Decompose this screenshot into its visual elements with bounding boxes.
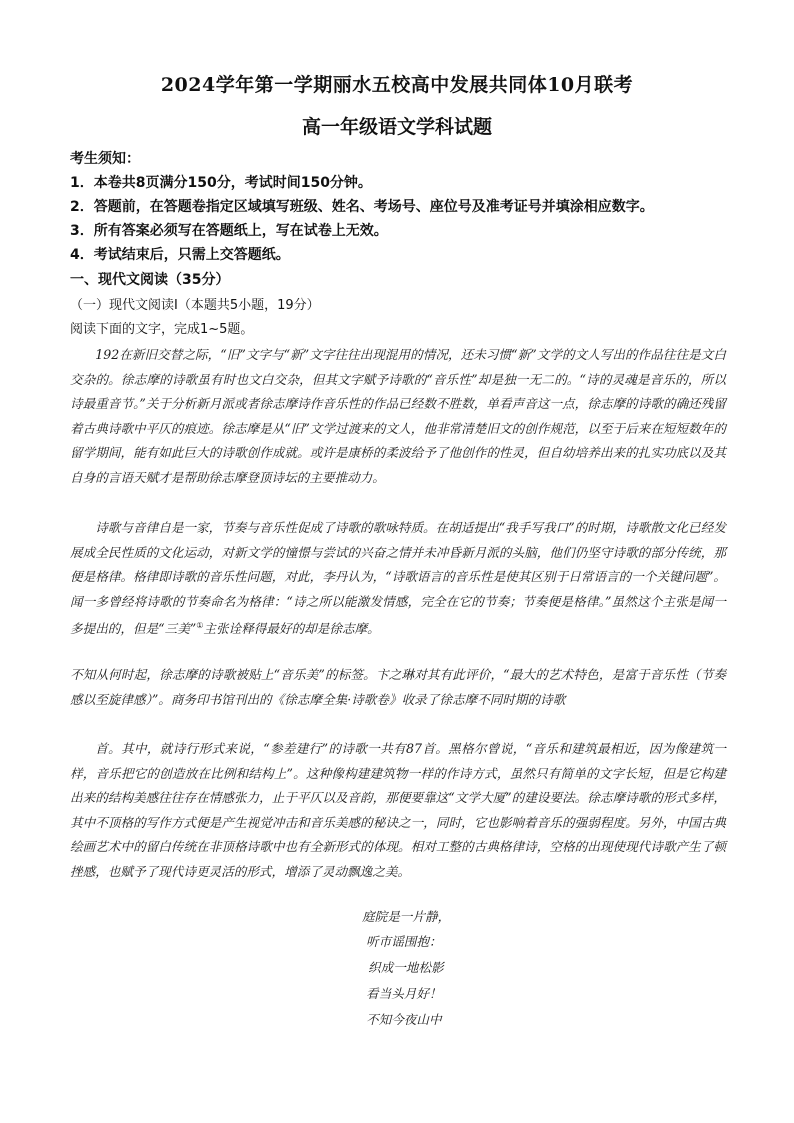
poem-line-2: 听市谣围抱： xyxy=(366,934,442,949)
exam-subtitle: 高一年级语文学科试题 xyxy=(301,116,492,138)
sub-section-heading: （一）现代文阅读Ⅰ（本题共5小题，19分） xyxy=(70,298,320,313)
footnote-marker: ① xyxy=(196,621,204,631)
section-heading: 一、现代文阅读（35分） xyxy=(70,272,230,288)
passage-paragraph-1: 192在新旧交替之际，“旧”文字与“新”文字往往出现混用的情况，还未习惯“新”文学的文人写出的作品往往是文白交杂的。徐志摩的诗歌虽有时也文白交杂，但其文字赋予诗歌的“音乐性”却是独一无二的。“诗的灵魂是音乐的，所以诗最重音节。”关于分析新月派或者徐志摩诗作音乐性的作品已经数不胜数，单看声音这一点，徐志摩的诗歌的确还残留着古典诗歌中平仄的痕迹。徐志摩是从“旧”文学过渡来的文人，他非常清楚旧文的创作规范，以至于后来在短短数年的留学期间，能有如此巨大的诗歌创作成就。或许是康桥的柔波给予了他创作的性灵，但自幼培养出来的扎实功底以及其自身的言语天赋才是帮助徐志摩登顶诗坛的主要推动力。 xyxy=(70,347,726,485)
reading-instruction: 阅读下面的文字，完成1~5题。 xyxy=(70,322,254,337)
poem-line-5: 不知今夜山中 xyxy=(366,1012,442,1027)
passage-paragraph-3: 不知从何时起，徐志摩的诗歌被贴上“音乐美”的标签。卞之琳对其有此评价，“最大的艺术特色，是富于音乐性（节奏感以至旋律感）”。商务印书馆刊出的《徐志摩全集·诗歌卷》收录了徐志摩不同时期的诗歌 xyxy=(70,667,726,707)
passage-paragraph-4: 首。其中，就诗行形式来说，“参差建行”的诗歌一共有87首。黑格尔曾说，“音乐和建筑最相近，因为像建筑一样，音乐把它的创造放在比例和结构上”。这种像构建建筑物一样的作诗方式，虽然只有简单的文字长短，但是它构建出来的结构美感往往存在情感张力，止于平仄以及音韵，那便要靠这“文学大厦”的建设要法。徐志摩诗歌的形式多样，其中不顶格的写作方式便是产生视觉冲击和音乐美感的秘诀之一，同时，它也影响着音乐的强弱程度。另外，中国古典绘画艺术中的留白传统在非顶格诗歌中也有全新形式的体现。相对工整的古典格律诗，空格的出现使现代诗歌产生了顿挫感，也赋予了现代诗更灵活的形式，增添了灵动飘逸之美。 xyxy=(70,741,726,879)
poem-line-3: 织成一地松影 xyxy=(368,960,444,975)
notice-item-4: 4．考试结束后，只需上交答题纸。 xyxy=(70,247,290,263)
passage-paragraph-2-tail: 主张诠释得最好的却是徐志摩。 xyxy=(203,621,380,637)
passage-paragraph-2 xyxy=(70,516,726,642)
poem-line-1: 庭院是一片静， xyxy=(362,909,451,924)
exam-title: 2024学年第一学期丽水五校高中发展共同体10月联考 xyxy=(160,74,634,96)
notice-item-3: 3．所有答案必须写在答题纸上，写在试卷上无效。 xyxy=(70,223,388,239)
passage-paragraph-2-text: 诗歌与音律自是一家，节奏与音乐性促成了诗歌的歌咏特质。在胡适提出“我手写我口”的时期，诗歌散文化已经发展成全民性质的文化运动，对新文学的憧憬与尝试的兴奋之情并未冲昏新月派的头脑，他们仍坚守诗歌的部分传统，那便是格律。格律即诗歌的音乐性问题，对此，李丹认为，“诗歌语言的音乐性是使其区别于日常语言的一个关键问题”。闻一多曾经将诗歌的节奏命名为格律：“诗之所以能激发情感，完全在它的节奏；节奏便是格律。”虽然这个主张是闻一多提出的，但是“三美” xyxy=(70,520,726,637)
poem-line-4: 看当头月好！ xyxy=(366,986,442,1001)
notice-item-2: 2．答题前，在答题卷指定区域填写班级、姓名、考场号、座位号及准考证号并填涂相应数字。 xyxy=(70,199,654,215)
notice-item-1: 1．本卷共8页满分150分，考试时间150分钟。 xyxy=(70,175,372,191)
notice-heading: 考生须知： xyxy=(70,151,140,167)
